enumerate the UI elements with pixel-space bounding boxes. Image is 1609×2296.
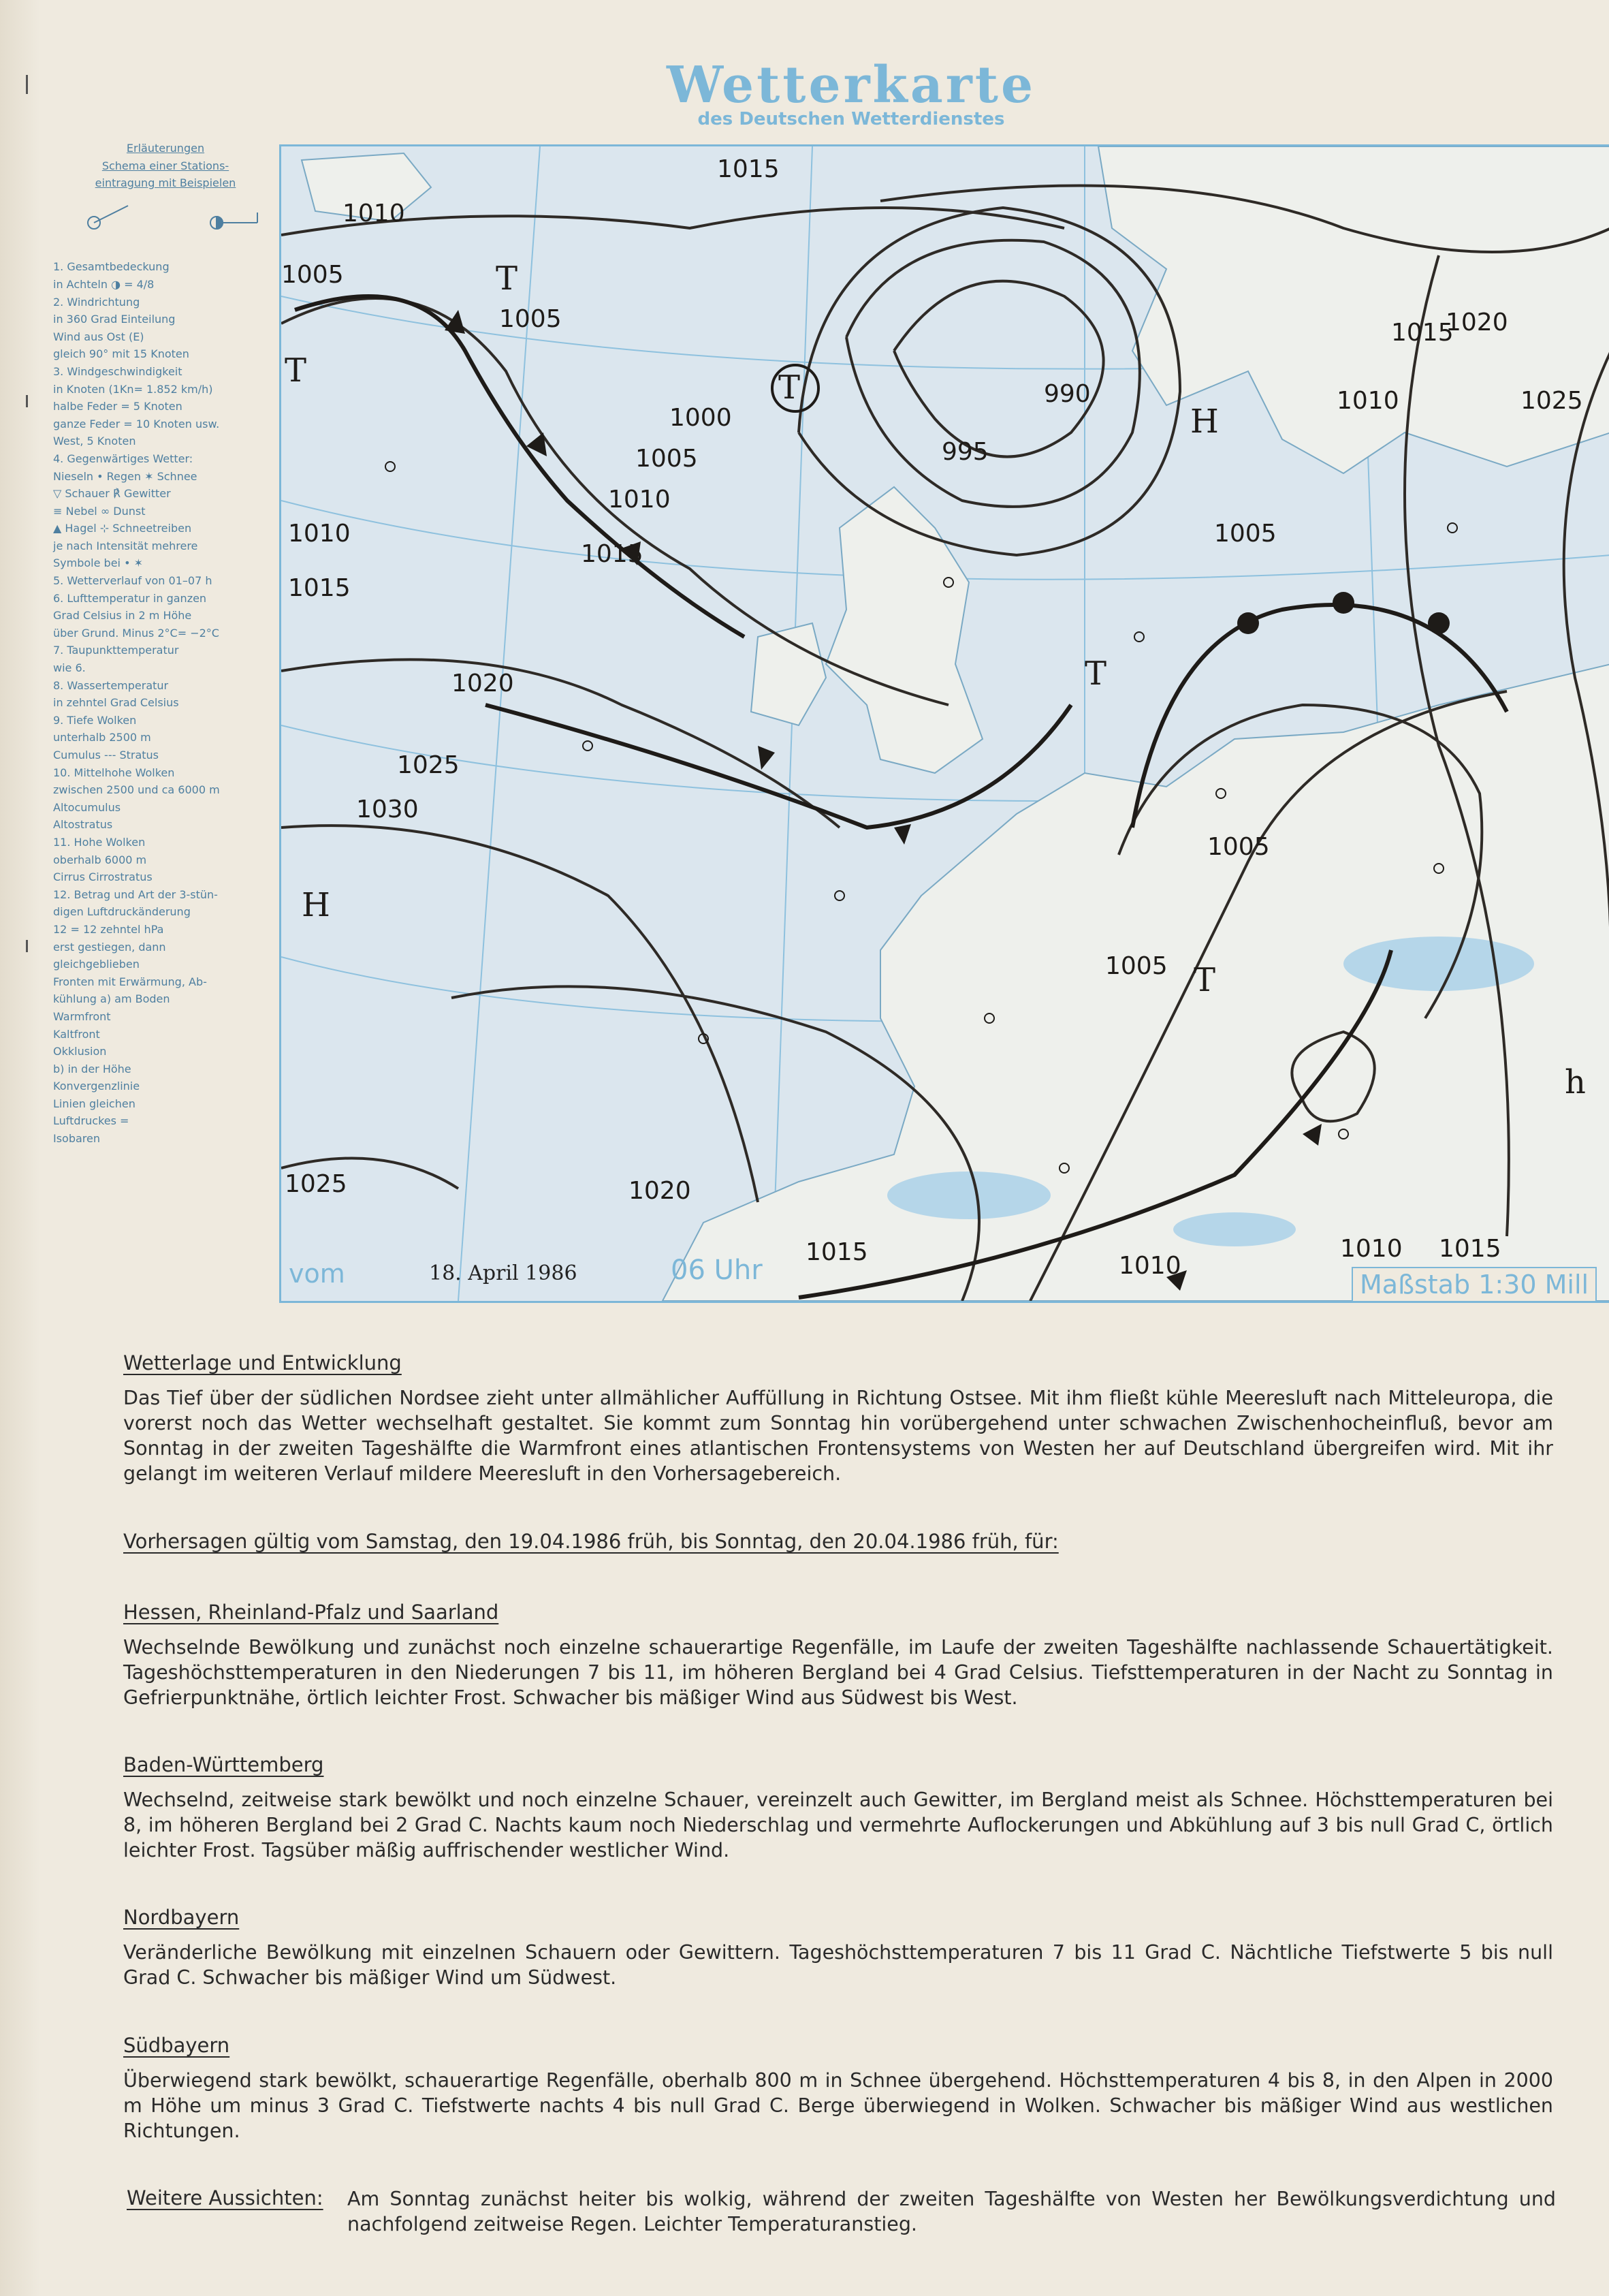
high-center: H [302,886,330,924]
section-text-lage: Das Tief über der südlichen Nordsee zieht unter allmählicher Auffüllung in Richtung Ostsee. Mit ihm fließt kühle Meeresluft nach Mitteleuropa, die vorerst noch das Wetter wechselhaft gestaltet. Sie kommt zum Sonntag hin vorübergehend unter schwachen Zwischenhocheinfluß, bevor am Sonntag in der zweiten Tageshälfte die Warmfront eines atlantischen Frontensystems von Westen her auf Deutschland übergreifen wird. Mit ihr gelangt im weiteren Verlauf mildere Meeresluft in den Vorhersagebereich. [123,1387,1553,1485]
low-center: T [496,260,518,298]
pressure-label: 1015 [1391,319,1454,347]
outlook-text: Am Sonntag zunächst heiter bis wolkig, während der zweiten Tageshälfte von Westen her Bewölkungsverdichtung und nachfolgend zeitweise Regen. Leichter Temperaturanstieg. [347,2188,1556,2235]
outlook-label: Weitere Aussichten: [127,2186,323,2209]
legend-convergence: Konvergenzlinie Linien gleichen Luftdruckes = Isobaren [53,1080,140,1146]
section-text-hessen: Wechselnde Bewölkung und zunächst noch einzelne schauerartige Regenfälle, im Laufe der zweiten Tageshälfte nachlassende Schauertätigkeit. Tageshöchsttemperaturen in den Niederungen 7 bis 11, im höheren Bergland bei 4 Grad Celsius. Tiefsttemperaturen in der Nacht zu Sonntag in Gefrierpunktnähe, örtlich leichter Frost. Schwacher bis mäßiger Wind aus Südwest bis West. [123,1636,1553,1709]
page-binding-edge [0,0,41,2296]
weather-map-svg [281,146,1609,1301]
legend-item-9: 9. Tiefe Wolken unterhalb 2500 m Cumulus --- Stratus [53,713,159,761]
legend-fronts: Fronten mit Erwärmung, Ab- kühlung a) am Boden Warmfront Kaltfront Okklusion b) in der Höhe [53,975,207,1075]
section-text-suedbayern: Überwiegend stark bewölkt, schauerartige Regenfälle, oberhalb 800 m in Schnee übergehend. Höchsttemperaturen 4 bis 8, in den Alpen in 2000 m Höhe um minus 3 Grad C. Tiefstwerte nachts 4 bis null Grad C. Berge überwiegend in Wolken. Schwacher bis mäßiger Wind aus westlichen Richtungen. [123,2069,1553,2142]
pressure-label: 1005 [1105,952,1168,980]
legend-item-1: 1. Gesamtbedeckung in Achteln ◑ = 4/8 [53,260,170,291]
pressure-label: 1005 [635,445,698,473]
section-text-nordbayern: Veränderliche Bewölkung mit einzelnen Schauern oder Gewittern. Tageshöchsttemperaturen 7 bis 11 Grad C. Nächtliche Tiefstwerte 5 bis null Grad C. Schwacher bis mäßiger Wind um Südwest. [123,1941,1553,1989]
legend-item-4: 4. Gegenwärtiges Wetter: Nieseln • Regen ✶ Schnee ▽ Schauer ℟ Gewitter ≡ Nebel ∞ Dunst ▲ Hagel ⊹ Schneetreiben je nach Intensität mehrere Symbole bei • ✶ [53,452,198,570]
british-isles [826,487,983,773]
pressure-label: 990 [1044,380,1091,408]
section-heading-lage: Wetterlage und Entwicklung [123,1351,402,1374]
pressure-label: 1010 [1340,1235,1403,1263]
map-time: 06 Uhr [671,1255,763,1286]
low-center: T [778,368,801,407]
page-subtitle: des Deutschen Wetterdienstes [697,109,1005,129]
pressure-label: 1010 [608,486,671,514]
ireland [751,623,826,725]
section-heading-hessen: Hessen, Rheinland-Pfalz und Saarland [123,1601,499,1624]
binding-tick [26,395,28,407]
high-center: h [1565,1063,1586,1101]
legend-heading: Erläuterungen [126,142,205,155]
page-title: Wetterkarte [666,56,1036,114]
pressure-label: 1005 [281,261,344,289]
high-center: H [1190,403,1219,441]
pressure-label: 1010 [342,200,405,227]
pressure-label: 1015 [288,574,351,602]
section-text-bw: Wechselnd, zeitweise stark bewölkt und noch einzelne Schauer, vereinzelt auch Gewitter, im Bergland meist als Schnee. Höchsttemperaturen bei 8, im höheren Bergland bei 2 Grad C. Nachts kaum noch Niederschlag und vermehrte Auflockerungen und Abkühlung auf 3 bis null Grad C, örtlich leichter Frost. Tagsüber mäßig auffrischender westlicher Wind. [123,1789,1553,1861]
forecast-heading: Vorhersagen gültig vom Samstag, den 19.04.1986 früh, bis Sonntag, den 20.04.1986 früh, für: [123,1530,1059,1553]
section-heading-suedbayern: Südbayern [123,2034,230,2057]
binding-tick [26,940,28,952]
legend-item-3: 3. Windgeschwindigkeit in Knoten (1Kn= 1.852 km/h) halbe Feder = 5 Knoten ganze Feder = 10 Knoten usw. West, 5 Knoten [53,364,220,448]
legend-item-5: 5. Wetterverlauf von 01–07 h [53,574,212,588]
section-heading-bw: Baden-Württemberg [123,1753,324,1776]
legend-station-scheme: Schema einer Stations- eintragung mit Beispielen [95,159,236,190]
pressure-label: 1020 [1446,309,1508,336]
section-heading-nordbayern: Nordbayern [123,1906,240,1929]
isobar [799,208,1180,555]
low-center: T [1194,961,1216,999]
pressure-label: 1025 [1520,387,1583,415]
pressure-label: 1000 [669,404,732,432]
pressure-label: 1005 [1214,520,1277,548]
weather-map [279,144,1609,1303]
legend-item-2: 2. Windrichtung in 360 Grad Einteilung Wind aus Ost (E) gleich 90° mit 15 Knoten [53,295,189,361]
pressure-label: 1005 [1207,833,1270,861]
map-date-prefix: vom [289,1259,345,1289]
pressure-label: 1015 [581,540,643,568]
pressure-label: 1025 [285,1170,347,1198]
pressure-label: 1015 [1439,1235,1501,1263]
pressure-label: 1020 [451,670,514,697]
low-center: T [285,351,307,390]
station-scheme-icon [53,192,271,253]
pressure-label: 1030 [356,796,419,823]
legend-item-10: 10. Mittelhohe Wolken zwischen 2500 und ca 6000 m Altocumulus Altostratus [53,766,220,832]
pressure-label: 1010 [288,520,351,548]
pressure-label: 1010 [1119,1252,1181,1280]
pressure-label: 1015 [717,155,780,183]
legend-item-7: 7. Taupunkttemperatur wie 6. [53,644,179,675]
pressure-label: 1010 [1337,387,1399,415]
pressure-label: 1005 [499,305,562,333]
legend-panel [53,140,278,1311]
binding-tick [26,75,28,94]
map-date: 18. April 1986 [429,1261,577,1285]
pressure-label: 1020 [628,1177,691,1205]
legend-item-11: 11. Hohe Wolken oberhalb 6000 m Cirrus Cirrostratus [53,835,153,884]
low-center: T [1085,655,1107,693]
legend-item-8: 8. Wassertemperatur in zehntel Grad Celsius [53,678,179,710]
map-scale: Maßstab 1:30 Mill [1352,1267,1597,1302]
cold-front [485,705,1071,828]
pressure-label: 1025 [397,751,460,779]
pressure-label: 1015 [806,1238,868,1266]
pressure-label: 995 [942,438,989,466]
legend-item-12: 12. Betrag und Art der 3-stün- digen Luftdruckänderung 12 = 12 zehntel hPa erst gestiegen, dann gleichgeblieben [53,887,218,971]
legend-item-6: 6. Lufttemperatur in ganzen Grad Celsius in 2 m Höhe über Grund. Minus 2°C= −2°C [53,591,219,640]
